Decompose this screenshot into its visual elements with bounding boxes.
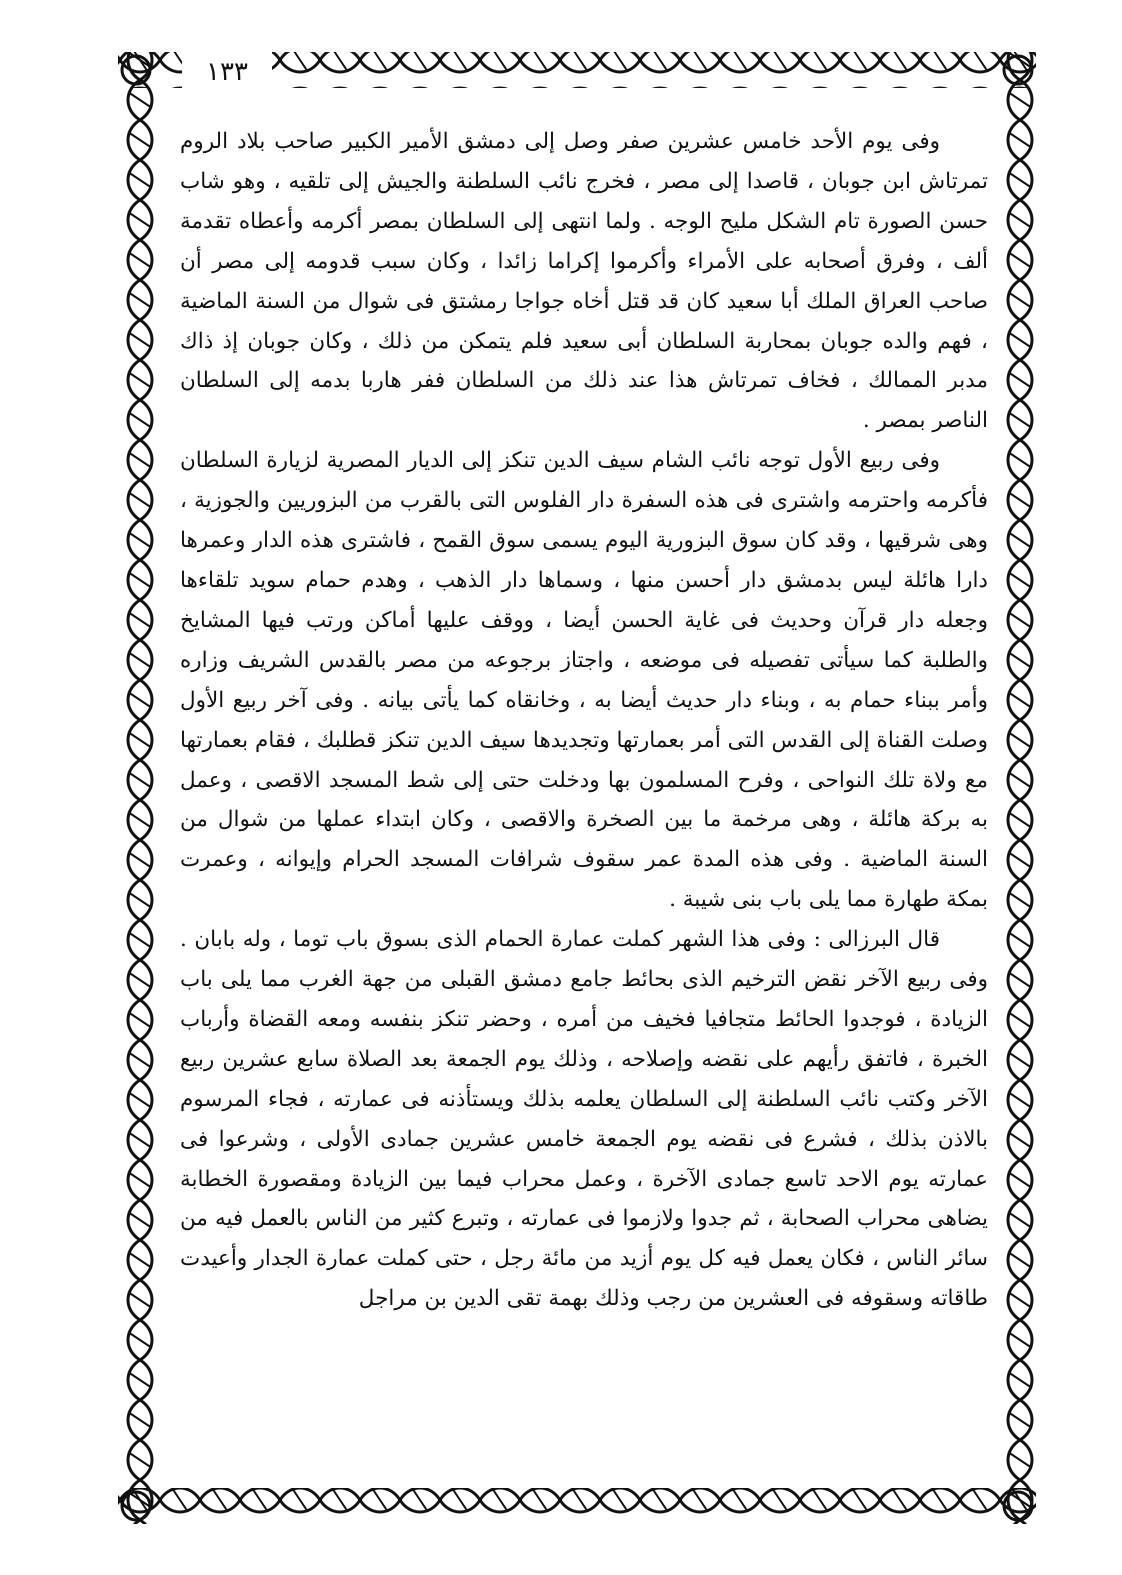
paragraph-2: وفى ربيع الأول توجه نائب الشام سيف الدين تنكز إلى الديار المصرية لزيارة السلطان فأكرمه واحترمه واشترى فى هذه السفرة دار الفلوس التى بالقرب من البزوريين والجوزية ، وهى شرقيها ، وقد كان سوق البزورية اليوم يسمى سوق القمح ، فاشترى هذه الدار وعمرها دارا هائلة ليس بدمشق دار أحسن منها ، وسماها دار الذهب ، وهدم حمام سويد تلقاءها وجعله دار قرآن وحديث فى غاية الحسن أيضا ، ووقف عليها أماكن ورتب فيها المشايخ والطلبة كما سيأتى تفصيله فى موضعه ، واجتاز برجوعه من مصر بالقدس الشريف وزاره وأمر ببناء حمام به ، وبناء دار حديث أيضا به ، وخانقاه كما يأتى بيانه . وفى آخر ربيع الأول وصلت القناة إلى القدس التى أمر بعمارتها وتجديدها سيف الدين تنكز قطلبك ، فقام بعمارتها مع ولاة تلك النواحى ، وفرح المسلمون بها ودخلت حتى إلى شط المسجد الاقصى ، وعمل به بركة هائلة ، وهى مرخمة ما بين الصخرة والاقصى ، وكان ابتداء عملها من شوال من السنة الماضية . وفى هذه المدة عمر سقوف شرافات المسجد الحرام وإيوانه ، وعمرت بمكة طهارة مما يلى باب بنى شيبة .	[180, 448, 988, 913]
page-number: ١٣٣	[182, 52, 272, 92]
paragraph-1: وفى يوم الأحد خامس عشرين صفر وصل إلى دمشق الأمير الكبير صاحب بلاد الروم تمرتاش ابن جوبان ، قاصدا إلى مصر ، فخرج نائب السلطنة والجيش إلى تلقيه ، وهو شاب حسن الصورة تام الشكل مليح الوجه . ولما انتهى إلى السلطان بمصر أكرمه وأعطاه تقدمة ألف ، وفرق أصحابه على الأمراء وأكرموا إكراما زائدا ، وكان سبب قدومه إلى مصر أن صاحب العراق الملك أبا سعيد كان قد قتل أخاه جواجا رمشتق فى شوال من السنة الماضية ، فهم والده جوبان بمحاربة السلطان أبى سعيد فلم يتمكن من ذلك ، وكان جوبان إذ ذاك مدبر الممالك ، فخاف تمرتاش هذا عند ذلك من السلطان ففر هاربا بدمه إلى السلطان الناصر بمصر .	[180, 129, 988, 434]
paragraph-3: قال البرزالى : وفى هذا الشهر كملت عمارة الحمام الذى بسوق باب توما ، وله بابان . وفى ربيع الآخر نقض الترخيم الذى بحائط جامع دمشق القبلى من جهة الغرب مما يلى باب الزيادة ، فوجدوا الحائط متجافيا فخيف من أمره ، وحضر تنكز بنفسه ومعه القضاة وأرباب الخبرة ، فاتفق رأيهم على نقضه وإصلاحه ، وذلك يوم الجمعة بعد الصلاة سابع عشرين ربيع الآخر وكتب نائب السلطنة إلى السلطان يعلمه بذلك ويستأذنه فى عمارته ، فجاء المرسوم بالاذن بذلك ، فشرع فى نقضه يوم الجمعة خامس عشرين جمادى الأولى ، وشرعوا فى عمارته يوم الاحد تاسع جمادى الآخرة ، وعمل محراب فيما بين الزيادة ومقصورة الخطابة يضاهى محراب الصحابة ، ثم جدوا ولازموا فى عمارته ، وتبرع كثير من الناس بالعمل فيه من سائر الناس ، فكان يعمل فيه كل يوم أزيد من مائة رجل ، حتى كملت عمارة الجدار وأعيدت طاقاته وسقوفه فى العشرين من رجب وذلك بهمة تقى الدين بن مراجل	[180, 927, 988, 1312]
body-text	[180, 122, 988, 1507]
